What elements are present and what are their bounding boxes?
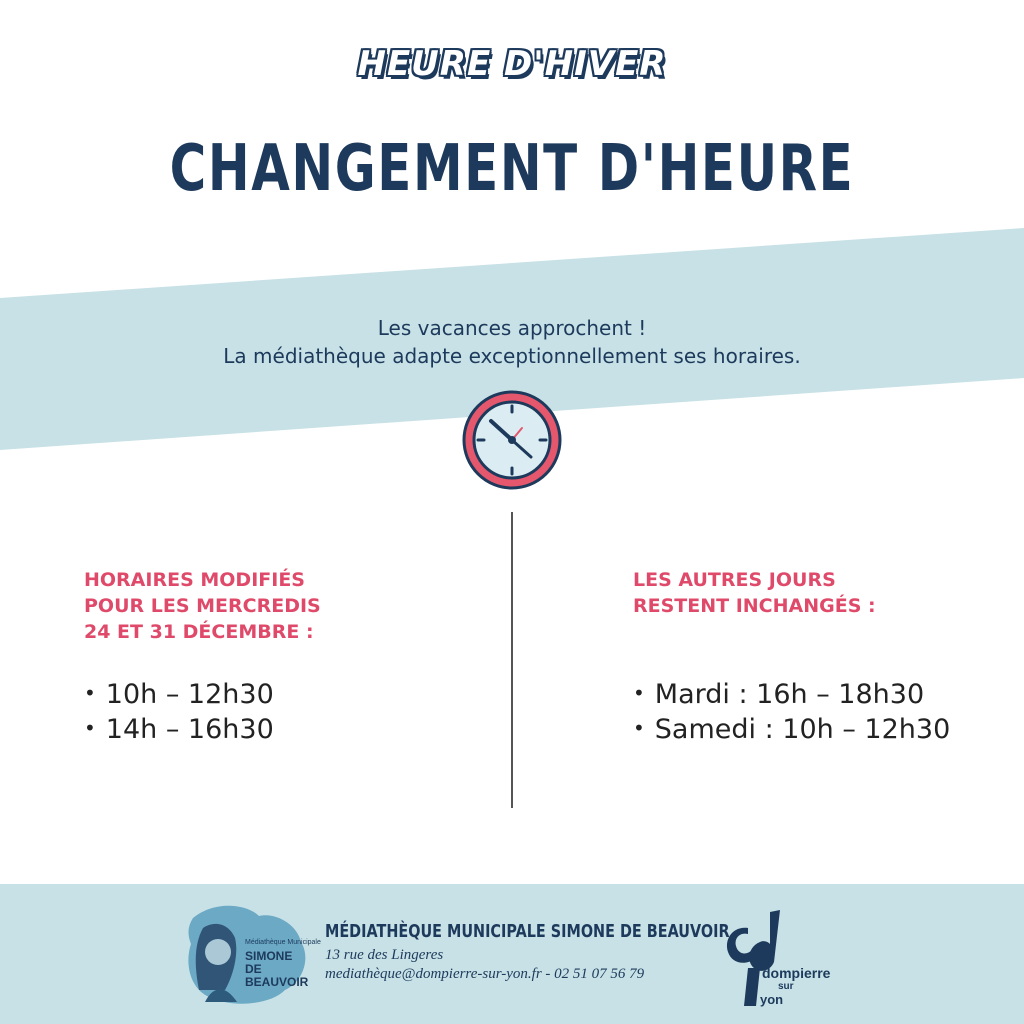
city-logo-line-3: yon — [760, 992, 784, 1007]
list-item: • 14h – 16h30 — [84, 713, 274, 748]
library-logo-caption: Médiathèque Municipale — [245, 939, 321, 946]
unchanged-heading-line-2: RESTENT INCHANGÉS : — [633, 595, 876, 617]
intro-line-2: La médiathèque adapte exceptionnellement ses horaires. — [223, 344, 801, 368]
list-item: • 10h – 12h30 — [84, 678, 274, 713]
library-logo-name — [245, 950, 325, 989]
list-item: • Mardi : 16h – 18h30 — [633, 678, 950, 713]
library-logo-name-line-1: SIMONE — [245, 949, 293, 963]
city-logo-line-1: dompierre — [762, 965, 831, 981]
modified-hours-heading — [84, 567, 414, 645]
kicker-heading: HEURE D'HIVER — [357, 44, 667, 84]
modified-heading-line-3: 24 ET 31 DÉCEMBRE : — [84, 621, 314, 643]
page-title: CHANGEMENT D'HEURE — [169, 132, 855, 206]
intro-line-1: Les vacances approchent ! — [377, 316, 647, 340]
library-contact: mediathèque@dompierre-sur-yon.fr - 02 51 07 56 79 — [325, 966, 645, 982]
modified-heading-line-2: POUR LES MERCREDIS — [84, 595, 321, 617]
footer — [0, 884, 1024, 1024]
clock-icon — [462, 390, 562, 490]
city-logo-line-2: sur — [778, 981, 794, 992]
column-divider — [511, 512, 513, 808]
library-name: MÉDIATHÈQUE MUNICIPALE SIMONE DE BEAUVOIR — [325, 921, 730, 942]
library-logo-name-line-2: DE BEAUVOIR — [245, 962, 309, 989]
modified-hours-list — [84, 678, 274, 748]
unchanged-days-heading — [633, 567, 963, 619]
intro-text — [0, 314, 1024, 370]
list-item: • Samedi : 10h – 12h30 — [633, 713, 950, 748]
unchanged-heading-line-1: LES AUTRES JOURS — [633, 569, 836, 591]
library-address: 13 rue des Lingeres — [325, 947, 444, 963]
modified-heading-line-1: HORAIRES MODIFIÉS — [84, 569, 305, 591]
unchanged-hours-list — [633, 678, 950, 748]
